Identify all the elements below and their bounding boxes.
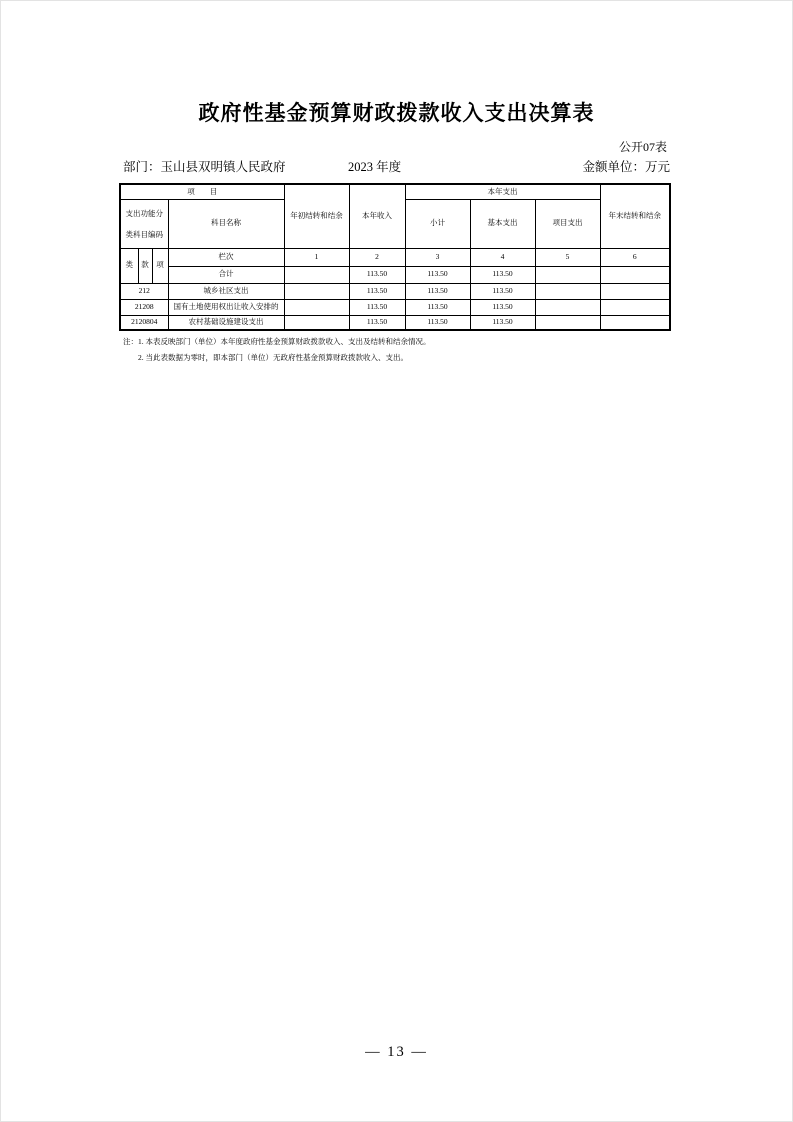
cell-value — [600, 283, 670, 299]
header-subject-name: 科目名称 — [168, 199, 284, 248]
cell-value — [600, 299, 670, 315]
cell-value: 113.50 — [349, 283, 405, 299]
header-subtotal: 小计 — [405, 199, 470, 248]
cell-value: 113.50 — [349, 315, 405, 330]
cell-value: 113.50 — [470, 299, 535, 315]
cell-value — [535, 283, 600, 299]
cell-value — [284, 266, 349, 283]
total-label: 合计 — [168, 266, 284, 283]
total-row — [120, 266, 670, 283]
cell-value: 113.50 — [349, 266, 405, 283]
table-row — [120, 283, 670, 299]
cell-value: 113.50 — [470, 266, 535, 283]
page-title: 政府性基金预算财政拨款收入支出决算表 — [198, 102, 595, 125]
header-current-year-income: 本年收入 — [349, 184, 405, 248]
header-opening-balance: 年初结转和结余 — [284, 184, 349, 248]
table-row — [120, 315, 670, 330]
cell-value: 113.50 — [470, 315, 535, 330]
header-basic-expenditure: 基本支出 — [470, 199, 535, 248]
cell-value — [284, 315, 349, 330]
header-column-index-label: 栏次 — [168, 248, 284, 266]
cell-value: 113.50 — [405, 315, 470, 330]
cell-value — [600, 315, 670, 330]
row-code: 21208 — [120, 299, 168, 315]
header-current-year-expenditure: 本年支出 — [405, 184, 600, 199]
cell-value — [535, 315, 600, 330]
cell-value: 113.50 — [470, 283, 535, 299]
row-code: 2120804 — [120, 315, 168, 330]
note-line: 注：1. 本表反映部门（单位）本年度政府性基金预算财政拨款收入、支出及结转和结余情况。 — [123, 337, 431, 346]
cell-value: 113.50 — [405, 283, 470, 299]
cell-value — [535, 266, 600, 283]
row-subject-name: 农村基础设施建设支出 — [168, 315, 284, 330]
column-number: 6 — [600, 248, 670, 266]
form-number-label: 公开07表 — [618, 140, 667, 154]
column-number: 3 — [405, 248, 470, 266]
cell-value — [600, 266, 670, 283]
amount-unit-label: 金额单位：万元 — [582, 160, 670, 174]
header-item-group: 项 目 — [120, 184, 284, 199]
header-expenditure-code — [120, 199, 168, 248]
table-row — [120, 299, 670, 315]
header-row-item-group — [120, 184, 670, 199]
column-number: 2 — [349, 248, 405, 266]
row-subject-name: 国有土地使用权出让收入安排的 — [168, 299, 284, 315]
column-number: 5 — [535, 248, 600, 266]
cell-value — [284, 283, 349, 299]
page-number: — 13 — — [365, 1044, 428, 1060]
column-number: 4 — [470, 248, 535, 266]
fiscal-year-label: 2023 年度 — [348, 160, 402, 174]
cell-value: 113.50 — [349, 299, 405, 315]
header-row-column-index — [120, 248, 670, 266]
note-line: 2. 当此表数据为零时，即本部门（单位）无政府性基金预算财政拨款收入、支出。 — [138, 353, 408, 362]
header-year-end-balance: 年末结转和结余 — [600, 184, 670, 248]
meta-row — [123, 157, 670, 174]
cell-value: 113.50 — [405, 266, 470, 283]
column-number: 1 — [284, 248, 349, 266]
header-class: 类 — [120, 248, 138, 283]
department-label: 部门：玉山县双明镇人民政府 — [123, 160, 286, 174]
table-notes — [123, 334, 431, 366]
header-project-expenditure: 项目支出 — [535, 199, 600, 248]
row-code: 212 — [120, 283, 168, 299]
fund-budget-table — [119, 183, 671, 331]
cell-value: 113.50 — [405, 299, 470, 315]
header-section: 款 — [138, 248, 152, 283]
header-item: 项 — [152, 248, 168, 283]
header-expenditure-code-line1: 支出功能分 — [125, 208, 163, 218]
header-expenditure-code-line2: 类科目编码 — [125, 229, 163, 239]
cell-value — [284, 299, 349, 315]
cell-value — [535, 299, 600, 315]
row-subject-name: 城乡社区支出 — [168, 283, 284, 299]
